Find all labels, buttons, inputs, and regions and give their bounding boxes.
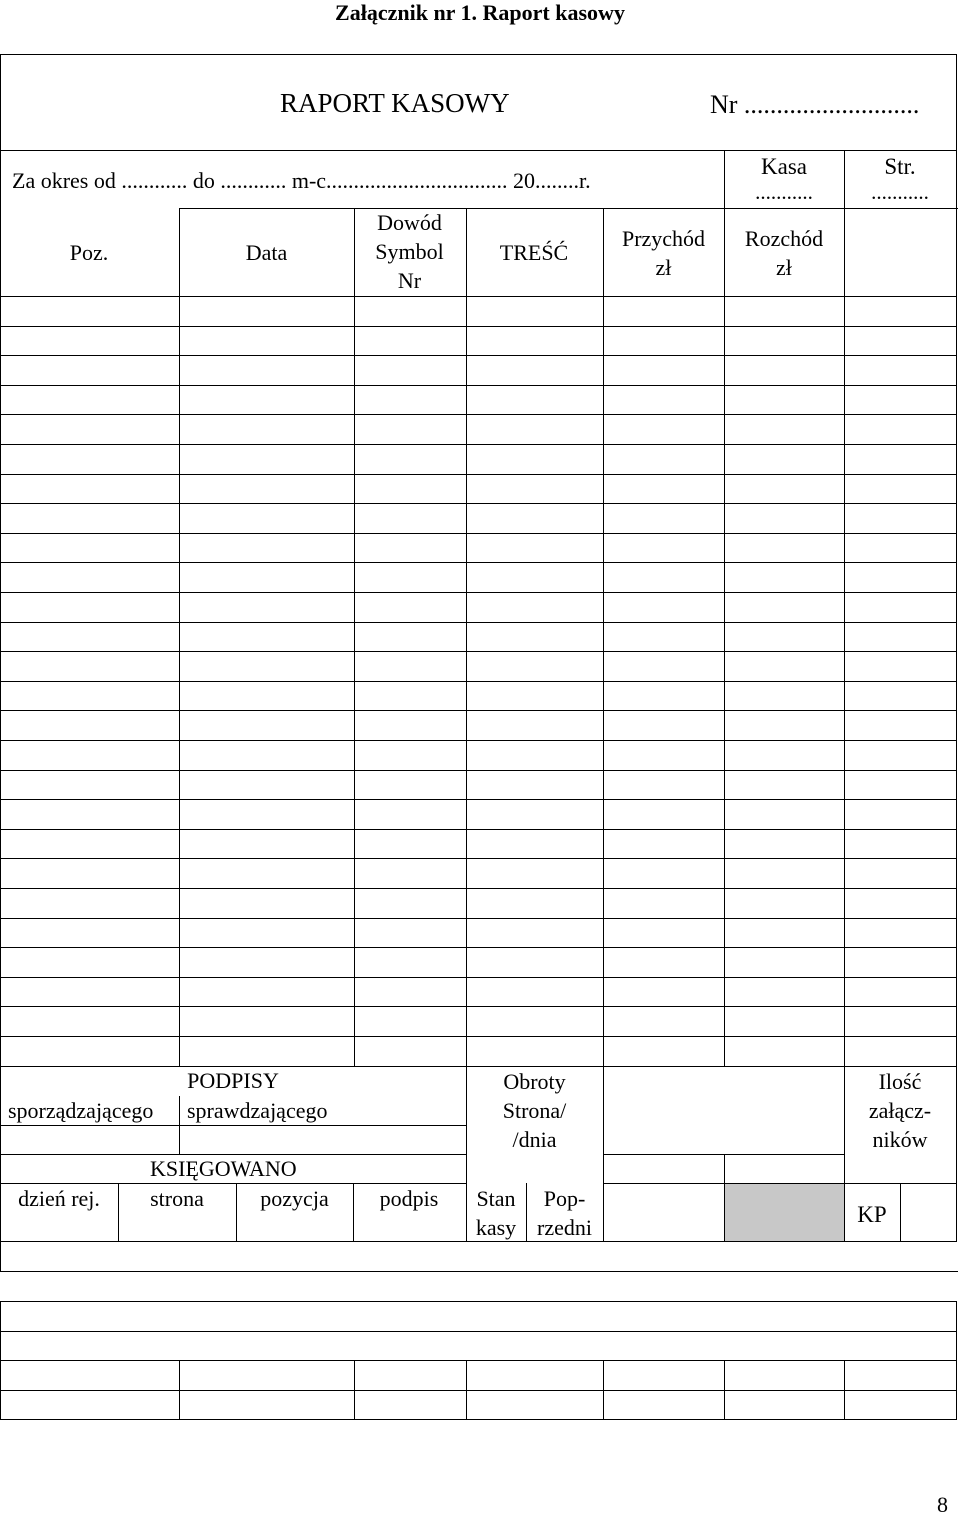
col-header-nr: Nr bbox=[397, 268, 422, 293]
form-top-border bbox=[0, 54, 957, 55]
form-bottom-border bbox=[0, 1271, 958, 1272]
table-row-line bbox=[0, 622, 957, 623]
bottom-table-row-line bbox=[0, 1331, 957, 1332]
bottom-table-column bbox=[466, 1360, 467, 1419]
footer-divider bbox=[900, 1183, 901, 1241]
col-header-rozchod: Rozchód bbox=[744, 226, 824, 251]
bottom-table-border bbox=[0, 1301, 1, 1419]
bottom-table-row-line bbox=[0, 1301, 957, 1302]
previous-label-2: rzedni bbox=[537, 1215, 592, 1240]
header-divider bbox=[0, 150, 957, 151]
posted-title: KSIĘGOWANO bbox=[150, 1156, 297, 1181]
table-row-line bbox=[0, 651, 957, 652]
page-number: 8 bbox=[937, 1492, 948, 1517]
page-str-value: ........... bbox=[871, 180, 929, 204]
col-header-przychod: Przychód bbox=[621, 226, 706, 251]
column-divider bbox=[466, 208, 467, 1066]
kp-label: KP bbox=[857, 1202, 887, 1227]
column-divider bbox=[354, 208, 355, 1066]
column-divider bbox=[724, 150, 725, 1066]
table-row-line bbox=[0, 1006, 957, 1007]
table-row-line bbox=[0, 947, 957, 948]
table-row-line bbox=[0, 414, 957, 415]
kasa-value: ........... bbox=[755, 180, 813, 204]
bottom-table-row-line bbox=[0, 1390, 957, 1391]
form-right-border bbox=[956, 54, 957, 1242]
col-header-tresc: TREŚĆ bbox=[499, 240, 569, 265]
previous-label: Pop- bbox=[543, 1186, 586, 1211]
page-caption: Załącznik nr 1. Raport kasowy bbox=[335, 0, 625, 25]
footer-line bbox=[0, 1241, 957, 1242]
table-row-line bbox=[0, 829, 957, 830]
bottom-table-column bbox=[844, 1360, 845, 1419]
signatures-title: PODPISY bbox=[187, 1068, 279, 1093]
footer-line bbox=[0, 1154, 466, 1155]
table-row-line bbox=[0, 1036, 957, 1037]
turnover-day-label: /dnia bbox=[512, 1127, 557, 1152]
table-row-line bbox=[0, 710, 957, 711]
table-row-line bbox=[0, 681, 957, 682]
bottom-table-row-line bbox=[0, 1360, 957, 1361]
column-divider bbox=[179, 208, 180, 1066]
bottom-table-column bbox=[179, 1360, 180, 1419]
table-row-line bbox=[0, 355, 957, 356]
table-row-line bbox=[0, 740, 957, 741]
table-row-line bbox=[0, 858, 957, 859]
footer-line bbox=[0, 1125, 466, 1126]
posting-page-label: strona bbox=[150, 1186, 204, 1211]
table-row-line bbox=[0, 1066, 957, 1067]
col-header-przychod-unit: zł bbox=[655, 255, 672, 280]
footer-line bbox=[0, 1183, 466, 1184]
posting-signature-label: podpis bbox=[379, 1186, 439, 1211]
bottom-table-row-line bbox=[0, 1419, 957, 1420]
column-divider bbox=[603, 208, 604, 1066]
header-top-line bbox=[179, 208, 958, 209]
form-title: RAPORT KASOWY bbox=[280, 88, 510, 118]
table-row-line bbox=[0, 562, 957, 563]
turnover-label: Obroty bbox=[503, 1069, 566, 1094]
posting-position-label: pozycja bbox=[260, 1186, 329, 1211]
table-row-line bbox=[0, 444, 957, 445]
form-left-border bbox=[0, 54, 1, 1272]
table-row-line bbox=[0, 296, 957, 297]
column-divider bbox=[844, 150, 845, 1066]
period-line: Za okres od ............ do ............ m-c................................. 20........r. bbox=[12, 168, 591, 193]
col-header-data: Data bbox=[245, 240, 288, 265]
report-number-field: Nr ........................... bbox=[710, 90, 920, 119]
table-row-line bbox=[0, 503, 957, 504]
table-row-line bbox=[0, 326, 957, 327]
bottom-table-column bbox=[724, 1360, 725, 1419]
table-row-line bbox=[0, 385, 957, 386]
col-header-poz: Poz. bbox=[69, 240, 109, 265]
table-row-line bbox=[0, 918, 957, 919]
table-row-line bbox=[0, 799, 957, 800]
checked-by-label: sprawdzającego bbox=[187, 1098, 328, 1123]
table-row-line bbox=[0, 533, 957, 534]
table-row-line bbox=[0, 474, 957, 475]
attachments-label-2: załącz- bbox=[868, 1098, 932, 1123]
col-header-symbol: Symbol bbox=[375, 239, 444, 264]
prepared-by-label: sporządzającego bbox=[8, 1098, 154, 1123]
cash-balance-label-2: kasy bbox=[475, 1215, 517, 1240]
col-header-dowod: Dowód bbox=[377, 210, 442, 235]
table-row-line bbox=[0, 977, 957, 978]
turnover-page-label: Strona/ bbox=[502, 1098, 567, 1123]
bottom-table-column bbox=[354, 1360, 355, 1419]
kasa-label: Kasa bbox=[761, 154, 807, 179]
attachments-label: Ilość bbox=[878, 1069, 922, 1094]
attachments-label-3: ników bbox=[872, 1127, 928, 1152]
table-row-line bbox=[0, 592, 957, 593]
posting-day-label: dzień rej. bbox=[18, 1186, 100, 1211]
bottom-table-column bbox=[603, 1360, 604, 1419]
shaded-cell bbox=[725, 1184, 844, 1241]
page-str-label: Str. bbox=[884, 154, 916, 179]
table-row-line bbox=[0, 888, 957, 889]
cash-balance-label: Stan bbox=[476, 1186, 516, 1211]
bottom-table-border bbox=[956, 1301, 957, 1419]
col-header-rozchod-unit: zł bbox=[776, 255, 792, 280]
table-row-line bbox=[0, 770, 957, 771]
